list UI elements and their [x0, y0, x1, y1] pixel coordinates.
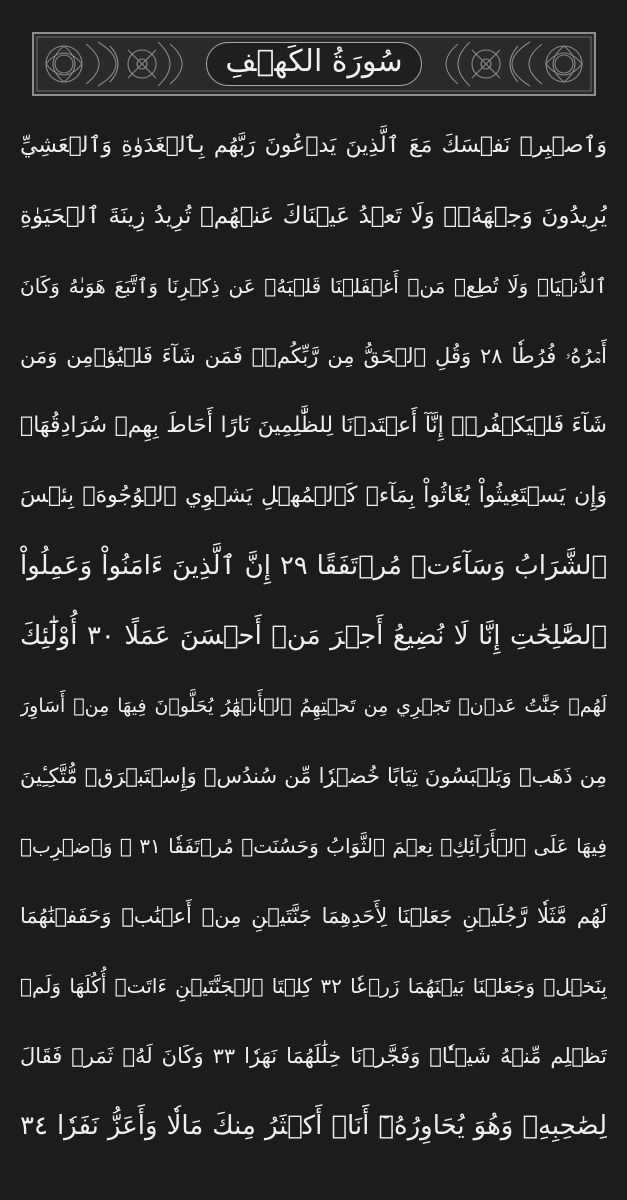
verse-line: وَإِن يَسۡتَغِيثُواْ يُغَاثُواْ بِمَآءٖ كَٱلۡمُهۡلِ يَشۡوِي ٱلۡوُجُوهَۚ بِئۡسَ — [20, 483, 607, 508]
verse-line: لِصَٰحِبِهِۦ وَهُوَ يُحَاوِرُهُۥٓ أَنَا۠ أَكۡثَرُ مِنكَ مَالٗا وَأَعَزُّ نَفَرٗا ٣٤ — [20, 1111, 607, 1141]
verses-text-block — [20, 116, 607, 1176]
verse-line: يُرِيدُونَ وَجۡهَهُۥۖ وَلَا تَعۡدُ عَيۡنَاكَ عَنۡهُمۡ تُرِيدُ زِينَةَ ٱلۡحَيَوٰةِ — [20, 203, 607, 229]
verse-line: تَظۡلِم مِّنۡهُ شَيۡـٔٗاۚ وَفَجَّرۡنَا خِلَٰلَهُمَا نَهَرٗا ٣٣ وَكَانَ لَهُۥ ثَمَرٞ فَقَالَ — [20, 1044, 607, 1068]
verse-line: بِنَخۡلٖ وَجَعَلۡنَا بَيۡنَهُمَا زَرۡعٗا ٣٢ كِلۡتَا ٱلۡجَنَّتَيۡنِ ءَاتَتۡ أُكُلَهَا وَلَمۡ — [20, 974, 607, 998]
verse-line: مِن ذَهَبٖ وَيَلۡبَسُونَ ثِيَابًا خُضۡرٗا مِّن سُندُسٖ وَإِسۡتَبۡرَقٖ مُّتَّكِـِٔينَ — [20, 764, 607, 788]
surah-title: سُورَةُ الكَهۡفِ — [225, 44, 403, 79]
verse-line: ٱلصَّٰلِحَٰتِ إِنَّا لَا نُضِيعُ أَجۡرَ مَنۡ أَحۡسَنَ عَمَلًا ٣٠ أُوْلَٰٓئِكَ — [20, 621, 607, 651]
surah-header-frame — [32, 32, 596, 96]
verse-line: ٱلدُّنۡيَاۖ وَلَا تُطِعۡ مَنۡ أَغۡفَلۡنَا قَلۡبَهُۥ عَن ذِكۡرِنَا وَٱتَّبَعَ هَوَىٰهُ وَكَانَ — [20, 274, 607, 298]
verse-line: لَهُم مَّثَلٗا رَّجُلَيۡنِ جَعَلۡنَا لِأَحَدِهِمَا جَنَّتَيۡنِ مِنۡ أَعۡنَٰبٖ وَحَفَفۡنَٰهُمَا — [20, 904, 607, 928]
verse-line: شَآءَ فَلۡيَكۡفُرۡۚ إِنَّآ أَعۡتَدۡنَا لِلظَّٰلِمِينَ نَارًا أَحَاطَ بِهِمۡ سُرَادِقُهَاۚ — [20, 413, 607, 438]
verse-line: ٱلشَّرَابُ وَسَآءَتۡ مُرۡتَفَقًا ٢٩ إِنَّ ٱلَّذِينَ ءَامَنُواْ وَعَمِلُواْ — [20, 551, 607, 581]
surah-title-cartouche — [206, 42, 422, 86]
verse-line: فِيهَا عَلَى ٱلۡأَرَآئِكِۚ نِعۡمَ ٱلثَّوَابُ وَحَسُنَتۡ مُرۡتَفَقٗا ٣١ ۞ وَٱضۡرِبۡ — [20, 834, 607, 858]
verse-line: وَٱصۡبِرۡ نَفۡسَكَ مَعَ ٱلَّذِينَ يَدۡعُونَ رَبَّهُم بِٱلۡغَدَوٰةِ وَٱلۡعَشِيِّ — [20, 133, 607, 158]
verse-line: لَهُمۡ جَنَّٰتُ عَدۡنٖ تَجۡرِي مِن تَحۡتِهِمُ ٱلۡأَنۡهَٰرُ يُحَلَّوۡنَ فِيهَا مِنۡ أَسَاوِرَ — [20, 695, 607, 717]
verse-line: أَمۡرُهُۥ فُرُطٗا ٢٨ وَقُلِ ٱلۡحَقُّ مِن رَّبِّكُمۡۖ فَمَن شَآءَ فَلۡيُؤۡمِن وَمَن — [20, 344, 607, 368]
